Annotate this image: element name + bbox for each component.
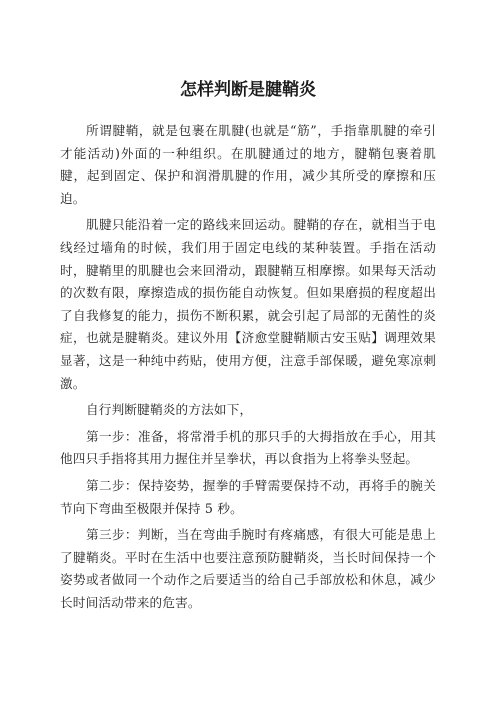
document-title: 怎样判断是腱鞘炎 bbox=[180, 80, 316, 100]
paragraph-self-check-intro: 自行判断腱鞘炎的方法如下， bbox=[86, 402, 253, 418]
document-body bbox=[60, 120, 436, 618]
paragraph-step-one: 第一步：准备，将常滑手机的那只手的大拇指放在手心，用其他四只手指将其用力握住并呈拳状，再以食指为上将拳头竖起。 bbox=[60, 428, 436, 467]
paragraph-step-two: 第二步：保持姿势，握拳的手臂需要保持不动，再将手的腕关节向下弯曲至极限并保持 5 秒。 bbox=[60, 477, 436, 516]
paragraph-step-three: 第三步：判断，当在弯曲手腕时有疼痛感，有很大可能是患上了腱鞘炎。平时在生活中也要注意预防腱鞘炎，当长时间保持一个姿势或者做同一个动作之后要适当的给自己手部放松和休息，减少长时间活动带来的危害。 bbox=[60, 527, 436, 610]
paragraph-tendon-movement: 肌腱只能沿着一定的路线来回运动。腱鞘的存在，就相当于电线经过墙角的时候，我们用于固定电线的某种装置。手指在活动时，腱鞘里的肌腱也会来回滑动，跟腱鞘互相摩擦。如果每天活动的次数有限，摩擦造成的损伤能自动恢复。但如果磨损的程度超出了自我修复的能力，损伤不断积累，就会引起了局部的无菌性的炎症，也就是腱鞘炎。建议外用【济愈堂腱鞘顺古安玉贴】调理效果显著，这是一种纯中药贴，使用方便，注意手部保暖，避免寒凉刺激。 bbox=[60, 217, 436, 391]
paragraph-tendon-sheath-definition: 所谓腱鞘，就是包裹在肌腱(也就是“筋”，手指靠肌腱的牵引才能活动)外面的一种组织。在肌腱通过的地方，腱鞘包裹着肌腱，起到固定、保护和润滑肌腱的作用，减少其所受的摩擦和压迫。 bbox=[60, 123, 436, 206]
